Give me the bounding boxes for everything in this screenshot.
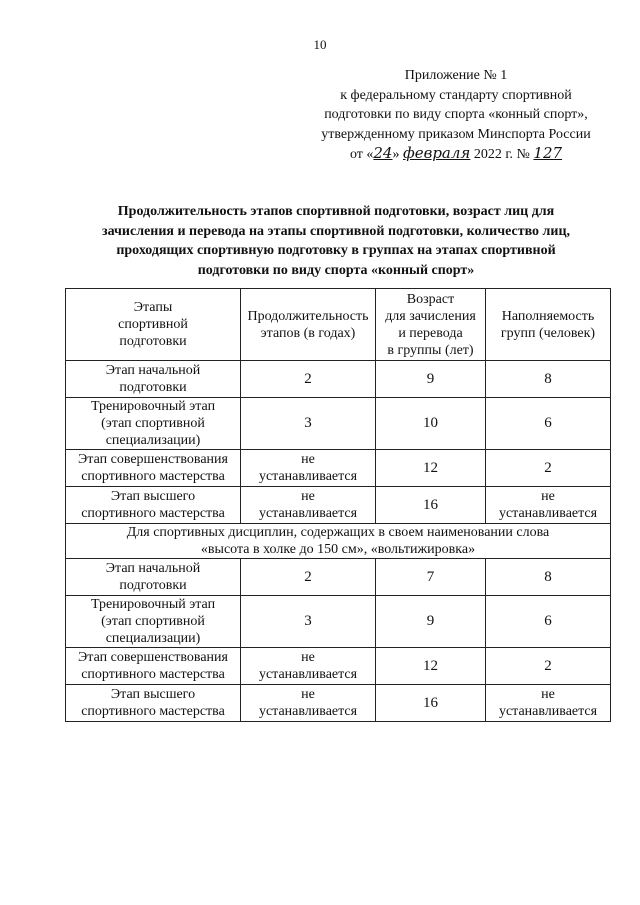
header-stages: Этапы спортивной подготовки xyxy=(66,289,241,361)
handwritten-day: 24 xyxy=(373,144,393,162)
group-size-cell: 6 xyxy=(486,596,611,648)
table-row xyxy=(66,596,611,648)
date-year: 2022 г. № xyxy=(473,147,530,162)
age-cell: 16 xyxy=(376,487,486,524)
stage-name: Тренировочный этап (этап спортивной специализации) xyxy=(66,398,241,450)
stage-name: Этап совершенствования спортивного мастерства xyxy=(66,450,241,487)
group-size-cell: 2 xyxy=(486,450,611,487)
age-cell: 10 xyxy=(376,398,486,450)
header-age: Возраст для зачисления и перевода в группы (лет) xyxy=(376,289,486,361)
stage-name: Этап совершенствования спортивного мастерства xyxy=(66,648,241,685)
date-prefix: от « xyxy=(349,147,374,162)
stage-name: Этап начальной подготовки xyxy=(66,559,241,596)
date-mid: » xyxy=(392,147,400,162)
stage-name: Этап высшего спортивного мастерства xyxy=(66,487,241,524)
table-row xyxy=(66,559,611,596)
appendix-line: к федеральному стандарту спортивной xyxy=(340,87,572,103)
duration-cell: 2 xyxy=(241,559,376,596)
duration-cell: не устанавливается xyxy=(241,487,376,524)
appendix-line: подготовки по виду спорта «конный спорт», xyxy=(324,107,588,122)
group-size-cell: 8 xyxy=(486,361,611,398)
group-size-cell: не устанавливается xyxy=(486,487,611,524)
table-row xyxy=(66,450,611,487)
title-line: Продолжительность этапов спортивной подготовки, возраст лиц для xyxy=(117,204,555,219)
table-header-row xyxy=(66,289,611,361)
disciplines-note: Для спортивных дисциплин, содержащих в своем наименовании слова «высота в холке до 150 см», «вольтижировка» xyxy=(66,524,611,559)
age-cell: 16 xyxy=(376,685,486,722)
age-cell: 12 xyxy=(376,450,486,487)
stage-name: Тренировочный этап (этап спортивной специализации) xyxy=(66,596,241,648)
group-size-cell: 6 xyxy=(486,398,611,450)
stages-table xyxy=(65,288,611,722)
header-group-size: Наполняемость групп (человек) xyxy=(486,289,611,361)
age-cell: 9 xyxy=(376,596,486,648)
table-row xyxy=(66,361,611,398)
age-cell: 9 xyxy=(376,361,486,398)
handwritten-month: февраля xyxy=(402,144,471,162)
table-row xyxy=(66,398,611,450)
title-line: подготовки по виду спорта «конный спорт» xyxy=(197,262,475,278)
age-cell: 7 xyxy=(376,559,486,596)
title-line: зачисления и перевода на этапы спортивной подготовки, количество лиц, xyxy=(101,223,571,239)
handwritten-order-number: 127 xyxy=(533,144,563,162)
appendix-block xyxy=(306,66,606,165)
appendix-line: утвержденному приказом Минспорта России xyxy=(321,126,591,142)
duration-cell: не устанавливается xyxy=(241,685,376,722)
duration-cell: не устанавливается xyxy=(241,450,376,487)
header-duration: Продолжительность этапов (в годах) xyxy=(241,289,376,361)
group-size-cell: 8 xyxy=(486,559,611,596)
duration-cell: 2 xyxy=(241,361,376,398)
appendix-title: Приложение № 1 xyxy=(404,68,508,83)
title-line: проходящих спортивную подготовку в группах на этапах спортивной xyxy=(116,243,556,258)
group-size-cell: не устанавливается xyxy=(486,685,611,722)
table-row xyxy=(66,487,611,524)
table-note-row xyxy=(66,524,611,559)
table-row xyxy=(66,648,611,685)
table-row xyxy=(66,685,611,722)
duration-cell: 3 xyxy=(241,596,376,648)
age-cell: 12 xyxy=(376,648,486,685)
duration-cell: 3 xyxy=(241,398,376,450)
document-title xyxy=(60,202,612,280)
stage-name: Этап высшего спортивного мастерства xyxy=(66,685,241,722)
stage-name: Этап начальной подготовки xyxy=(66,361,241,398)
page-number: 10 xyxy=(313,37,327,52)
duration-cell: не устанавливается xyxy=(241,648,376,685)
appendix-date-line xyxy=(306,144,606,165)
group-size-cell: 2 xyxy=(486,648,611,685)
